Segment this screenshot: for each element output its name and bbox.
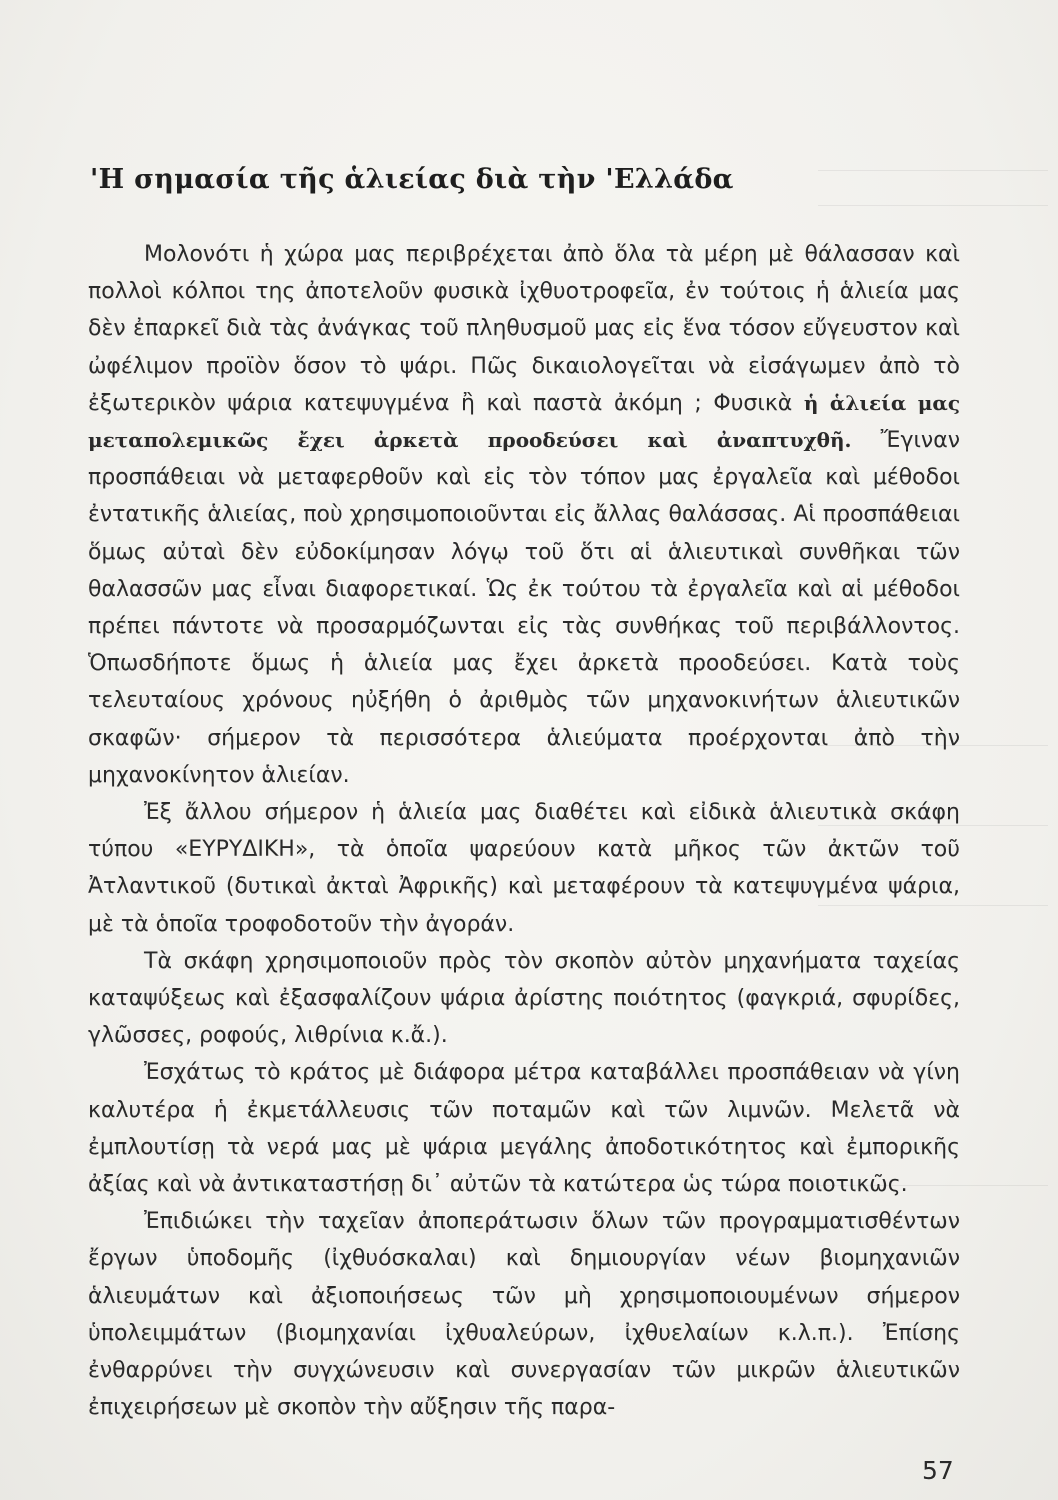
paragraph: Ἐσχάτως τὸ κράτος μὲ διάφορα μέτρα καταβάλλει προσπάθειαν νὰ γίνη καλυτέρα ἡ ἐκμετάλλευσις τῶν ποταμῶν καὶ τῶν λιμνῶν. Μελετᾶ νὰ ἐμπλουτίσῃ τὰ νερά μας μὲ ψάρια μεγάλης ἀποδοτικότητος καὶ ἐμπορικῆς ἀξίας καὶ νὰ ἀντικαταστήσῃ δι᾽ αὐτῶν τὰ κατώτερα ὡς τώρα ποιοτικῶς. xyxy=(88,1060,960,1198)
bleed-through-line xyxy=(818,205,1048,206)
paragraph: Ἐπιδιώκει τὴν ταχεῖαν ἀποπεράτωσιν ὅλων τῶν προγραμματισθέντων ἔργων ὑποδομῆς (ἰχθυόσκαλαι) καὶ δημιουργίαν νέων βιομηχανιῶν ἁλιευμάτων καὶ ἀξιοποιήσεως τῶν μὴ χρησιμοποιουμένων σήμερον ὑπολειμμάτων (βιομηχανίαι ἰχθυαλεύρων, ἰχθυελαίων κ.λ.π.). Ἐπίσης ἐνθαρρύνει τὴν συγχώνευσιν καὶ συνεργασίαν τῶν μικρῶν ἁλιευτικῶν ἐπιχειρήσεων μὲ σκοπὸν τὴν αὔξησιν τῆς παρα- xyxy=(88,1209,960,1421)
bleed-through-line xyxy=(818,170,1048,171)
bold-phrase: ἡ ἁλιεία μας μεταπολεμικῶς ἔχει ἀρκετὰ προοδεύσει καὶ ἀναπτυχθῆ. xyxy=(88,390,960,453)
paragraph-text: Μολονότι ἡ χώρα μας περιβρέχεται ἀπὸ ὅλα τὰ μέρη μὲ θάλασσαν καὶ πολλοὶ κόλποι της ἀποτελοῦν φυσικὰ ἰχθυοτροφεῖα, ἐν τούτοις ἡ ἁλιεία μας δὲν ἐπαρκεῖ διὰ τὰς ἀνάγκας τοῦ πληθυσμοῦ μας εἰς ἕνα τόσον εὔγευστον καὶ ὠφέλιμον προϊὸν ὅσον τὸ ψάρι. Πῶς δικαιολογεῖται νὰ εἰσάγωμεν ἀπὸ τὸ ἐξωτερικὸν ψάρια κατεψυγμένα ἢ καὶ παστὰ ἀκόμη ; Φυσικὰ xyxy=(88,242,960,416)
paragraph: Τὰ σκάφη χρησιμοποιοῦν πρὸς τὸν σκοπὸν αὐτὸν μηχανήματα ταχείας καταψύξεως καὶ ἐξασφαλίζουν ψάρια ἀρίστης ποιότητος (φαγκριά, σφυρίδες, γλῶσσες, ροφούς, λιθρίνια κ.ἄ.). xyxy=(88,948,960,1049)
paragraph: Ἐξ ἄλλου σήμερον ἡ ἁλιεία μας διαθέτει καὶ εἰδικὰ ἁλιευτικὰ σκάφη τύπου «ΕΥΡΥΔΙΚΗ», τὰ ὁποῖα ψαρεύουν κατὰ μῆκος τῶν ἀκτῶν τοῦ Ἀτλαντικοῦ (δυτικαὶ ἀκταὶ Ἀφρικῆς) καὶ μεταφέρουν τὰ κατεψυγμένα ψάρια, μὲ τὰ ὁποῖα τροφοδοτοῦν τὴν ἀγοράν. xyxy=(88,800,960,937)
page-number: 57 xyxy=(922,1456,954,1485)
paragraph xyxy=(88,236,960,794)
paragraph-text: Ἔγιναν προσπάθειαι νὰ μεταφερθοῦν καὶ εἰς τὸν τόπον μας ἐργαλεῖα καὶ μέθοδοι ἐντατικῆς ἁλιείας, ποὺ χρησιμοποιοῦνται εἰς ἄλλας θαλάσσας. Αἱ προσπάθειαι ὅμως αὐταὶ δὲν εὐδοκίμησαν λόγῳ τοῦ ὅτι αἱ ἁλιευτικαὶ συνθῆκαι τῶν θαλασσῶν μας εἶναι διαφορετικαί. Ὡς ἐκ τούτου τὰ ἐργαλεῖα καὶ αἱ μέθοδοι πρέπει πάντοτε νὰ προσαρμόζωνται εἰς τὰς συνθήκας τοῦ περιβάλλοντος. Ὁπωσδήποτε ὅμως ἡ ἁλιεία μας ἔχει ἀρκετὰ προοδεύσει. Κατὰ τοὺς τελευταίους χρόνους ηὐξήθη ὁ ἀριθμὸς τῶν μηχανοκινήτων ἁλιευτικῶν σκαφῶν· σήμερον τὰ περισσότερα ἁλιεύματα προέρχονται ἀπὸ τὴν μηχανοκίνητον ἁλιείαν. xyxy=(88,428,960,788)
body-text xyxy=(88,236,960,1427)
page-title: 'Η σημασία τῆς ἁλιείας διὰ τὴν 'Ελλάδα xyxy=(90,164,734,195)
